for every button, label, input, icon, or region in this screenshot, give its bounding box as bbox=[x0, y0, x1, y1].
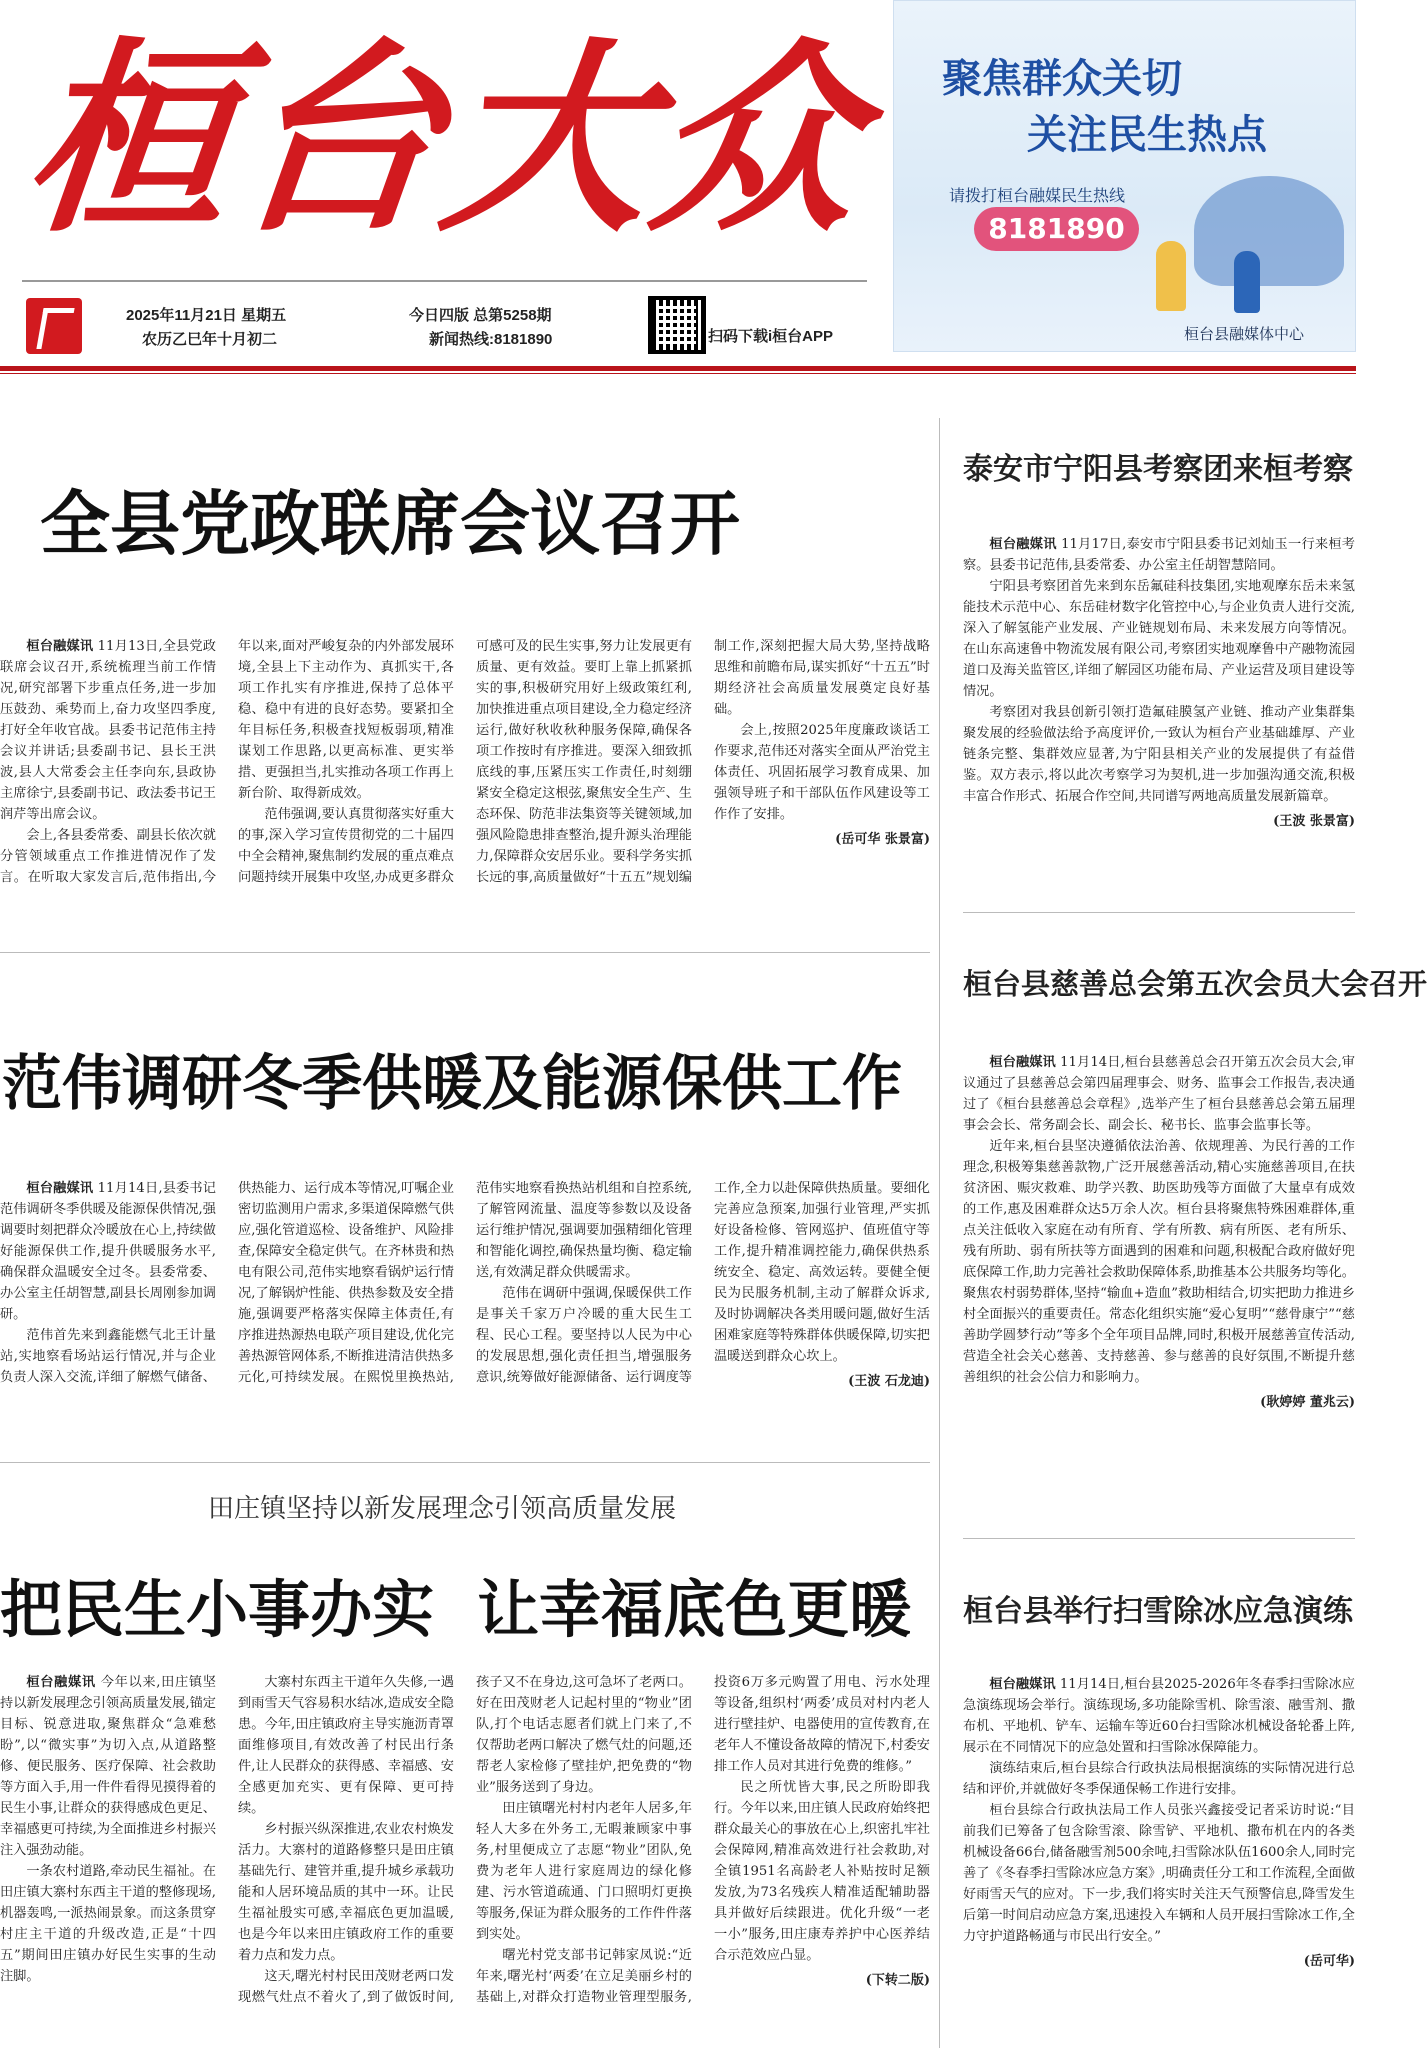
article-lead: 桓台融媒讯 bbox=[989, 1055, 1056, 1070]
banner-footer: 桓台县融媒体中心 bbox=[1184, 326, 1305, 343]
paragraph: 范伟首先来到鑫能燃气北王计量站,实地察看场站运行情况,并与企业负责人深入交流,详细了解燃气储备、供热能力、运行成本等情况,叮嘱企业密切监测用户需求,多渠道保障燃气供应,强化管道巡检、设备维护、风险排查,保障安全稳定供气。在齐林贵和热电有限公司,范伟实地察看锅炉运行情况,了解锅炉性能、供热参数及安全措施,强调要严格落实保障主体责任,有序推进热源热电联产项目建设,优化完善热源管网体系,不断推进清洁供热多元化,可持续发展。在熙悦里换热站,范伟实地察看换热站机组和自控系统,了解管网流量、温度等参数以及设备运行维护情况,强调要加强精细化管理和智能化调控,确保热量均衡、稳定输送,有效满足群众供暖需求。 bbox=[0, 1181, 692, 1385]
banner-line1: 聚焦群众关切 bbox=[942, 56, 1182, 102]
paragraph: 考察团对我县创新引领打造氟硅膜氢产业链、推动产业集群集聚发展的经验做法给予高度评价,一致认为桓台产业基础雄厚、产业链条完整、集群效应显著,为宁阳县相关产业的发展提供了有益借鉴。双方表示,将以此次考察学习为契机,进一步加强沟通交流,积极丰富合作形式、拓展合作空间,共同谱写两地高质量发展新篇章。 bbox=[963, 705, 1355, 804]
article-subhead: 田庄镇坚持以新发展理念引领高质量发展 bbox=[208, 1494, 677, 1524]
article-body bbox=[0, 1178, 930, 1440]
paragraph: 会上,按照2025年度廉政谈话工作要求,范伟还对落实全面从严治党主体责任、巩固拓展学习教育成果、加强领导班子和干部队伍作风建设等工作作了安排。 bbox=[714, 723, 930, 822]
hotline-line: 新闻热线:8181890 bbox=[429, 331, 553, 348]
article-separator bbox=[0, 952, 930, 953]
qr-caption: 扫码下载i桓台APP bbox=[708, 328, 834, 345]
paragraph: 近年来,桓台县坚决遵循依法治善、依规理善、为民行善的工作理念,积极筹集慈善款物,广泛开展慈善活动,精心实施慈善项目,在扶贫济困、赈灾救难、助学兴教、助医助残等方面做了大量卓有成效的工作,惠及困难群众达5万余人次。桓台县将聚焦特殊困难群体,重点关注低收入家庭在动有所育、学有所教、病有所医、老有所乐、残有所助、弱有所扶等方面遇到的困难和问题,积极配合政府做好兜底保障工作,助力完善社会救助保障体系,助推基本公共服务均等化。聚焦农村弱势群体,坚持“输血+造血”救助相结合,切实把助力推进乡村全面振兴的重要责任。常态化组织实施“爱心复明”“慈骨康宁”“慈善助学圆梦行动”等多个全年项目品牌,同时,积极开展慈善宣传活动,营造全社会关心慈善、支持慈善、参与慈善的良好氛围,不断提升慈善组织的社会公信力和影响力。 bbox=[963, 1139, 1355, 1385]
side-article-body bbox=[963, 1674, 1355, 2049]
article-body bbox=[0, 636, 930, 941]
article-byline: (耿婷婷 董兆云) bbox=[1260, 1395, 1355, 1410]
telephone-illustration-icon bbox=[1194, 176, 1344, 286]
masthead-thin-rule bbox=[0, 373, 1356, 374]
masthead-divider bbox=[22, 280, 867, 282]
article-separator bbox=[0, 1462, 930, 1463]
article-lead: 桓台融媒讯 bbox=[989, 537, 1057, 552]
paragraph: 范伟在调研中强调,保暖保供工作是事关千家万户冷暖的重大民生工程、民心工程。要坚持以人民为中心的发展思想,强化责任担当,增强服务意识,统筹做好能源储备、运行调度等工作,全力以赴保障供热质量。要细化完善应急预案,加强行业管理,严实抓好设备检修、管网巡护、值班值守等工作,提升精准调控能力,确保供热系统安全、稳定、高效运转。要健全便民为民服务机制,主动了解群众诉求,及时协调解决各类用暖问题,做好生活困难家庭等特殊群体供暖保障,切实把温暖送到群众心坎上。 bbox=[476, 1181, 930, 1385]
side-article-body bbox=[963, 534, 1355, 894]
masthead-info bbox=[22, 296, 867, 358]
paragraph: 会上,各县委常委、副县长依次就分管领域重点工作推进情况作了发言。在听取大家发言后,范伟指出,今年以来,面对严峻复杂的内外部发展环境,全县上下主动作为、真抓实干,各项工作扎实有序推进,保持了总体平稳、稳中有进的良好态势。要紧扣全年目标任务,积极查找短板弱项,精准谋划工作思路,以更高标准、更实举措、更强担当,扎实推动各项工作再上新台阶、取得新成效。 bbox=[0, 639, 454, 885]
paragraph: 一条农村道路,牵动民生福祉。在田庄镇大寨村东西主干道的整修现场,机器轰鸣,一派热闹景象。而这条贯穿村庄主干道的升级改造,正是“十四五”期间田庄镇办好民生实事的生动注脚。 bbox=[0, 1864, 216, 1984]
person-illustration-icon bbox=[1234, 251, 1260, 313]
paragraph: 今年以来,田庄镇坚持以新发展理念引领高质量发展,锚定目标、锐意进取,聚焦群众“急难愁盼”,以“微实事”为切入点,从道路整修、便民服务、医疗保障、社会救助等方面入手,用一件件看得见摸得着的民生小事,让群众的获得感成色更足、幸福感更可持续,为全面推进乡村振兴注入强劲动能。 bbox=[0, 1675, 216, 1858]
edition-line: 今日四版 总第5258期 bbox=[409, 307, 552, 324]
side-article-headline[interactable]: 桓台县慈善总会第五次会员大会召开 bbox=[963, 967, 1427, 1001]
paragraph: 演练结束后,桓台县综合行政执法局根据演练的实际情况进行总结和评价,并就做好冬季保通保畅工作进行安排。 bbox=[963, 1761, 1355, 1797]
article-byline: (王波 石龙迪) bbox=[848, 1374, 930, 1389]
banner-line2: 关注民生热点 bbox=[1027, 112, 1267, 158]
lunar-date-line: 农历乙巳年十月初二 bbox=[142, 331, 278, 348]
paragraph: 11月14日,县委书记范伟调研冬季供暖及能源保供情况,强调要时刻把群众冷暖放在心上,持续做好能源保供工作,提升供暖服务水平,确保群众温暖安全过冬。县委常委、办公室主任胡智慧,副县长周刚参加调研。 bbox=[0, 1181, 216, 1322]
column-divider bbox=[939, 418, 940, 2048]
paragraph: 乡村振兴纵深推进,农业农村焕发活力。大寨村的道路修整只是田庄镇基础先行、建管并重,提升城乡承载功能和人居环境品质的其中一环。让民生福祉殷实可感,幸福底色更加温暖,也是今年以来田庄镇政府工作的重要着力点和发力点。 bbox=[238, 1822, 454, 1963]
article-byline: (下转二版) bbox=[865, 1973, 930, 1988]
side-article-body bbox=[963, 1052, 1355, 1522]
article-lead: 桓台融媒讯 bbox=[26, 639, 94, 654]
date-line: 2025年11月21日 星期五 bbox=[126, 307, 287, 324]
article-lead: 桓台融媒讯 bbox=[26, 1675, 96, 1690]
article-separator bbox=[963, 912, 1355, 913]
newspaper-logo bbox=[14, 5, 876, 275]
side-article-headline[interactable]: 泰安市宁阳县考察团来桓考察 bbox=[963, 452, 1353, 487]
paragraph: 民之所忧皆大事,民之所盼即我行。今年以来,田庄镇人民政府始终把群众最关心的事放在心上,织密扎牢社会保障网,精准高效进行社会救助,对全镇1951名高龄老人补贴按时足额发放,为73名残疾人精准适配辅助器具并做好后续跟进。优化升级“一老一小”服务,田庄康寿养护中心医养结合示范效应凸显。 bbox=[714, 1780, 930, 1963]
article-separator bbox=[963, 1538, 1355, 1539]
article-byline: (岳可华) bbox=[1303, 1954, 1355, 1969]
qr-code-icon[interactable] bbox=[648, 296, 706, 354]
article-byline: (岳可华 张景富) bbox=[835, 832, 930, 847]
paragraph: 宁阳县考察团首先来到东岳氟硅科技集团,实地观摩东岳未来氢能技术示范中心、东岳硅材数字化管控中心,与企业负责人进行交流,深入了解氢能产业发展、产业链规划布局、未来发展方向等情况。在山东高速鲁中物流发展有限公司,考察团实地观摩鲁中产融物流园道口及海关监管区,详细了解园区功能布局、产业运营及项目建设等情况。 bbox=[963, 579, 1355, 699]
paragraph: 桓台县综合行政执法局工作人员张兴鑫接受记者采访时说:“目前我们已筹备了包含除雪滚、除雪铲、平地机、撒布机在内的各类机械设备66台,储备融雪剂500余吨,扫雪除冰队伍1600余人,同时完善了《冬春季扫雪除冰应急方案》,明确责任分工和工作流程,全面做好雨雪天气的应对。下一步,我们将实时关注天气预警信息,降雪发生后第一时间启动应急方案,迅速投入车辆和人员开展扫雪除冰工作,全力守护道路畅通与市民出行安全。” bbox=[963, 1803, 1355, 1944]
paragraph: 11月13日,全县党政联席会议召开,系统梳理当前工作情况,研究部署下步重点任务,进一步加压鼓劲、乘势而上,奋力攻坚四季度,打好全年收官战。县委书记范伟主持会议并讲话;县委副书记、县长王洪波,县人大常委会主任李向东,县政协主席徐宁,县委副书记、政法委书记王润芹等出席会议。 bbox=[0, 639, 216, 822]
article-headline[interactable]: 范伟调研冬季供暖及能源保供工作 bbox=[2, 1049, 902, 1119]
paragraph: 田庄镇曙光村村内老年人居多,年轻人大多在外务工,无暇兼顾家中事务,村里便成立了志愿“物业”团队,免费为老年人进行家庭周边的绿化修建、污水管道疏通、门口照明灯更换等服务,保证为群众服务的工作件件落到实处。 bbox=[476, 1801, 692, 1942]
banner-phone-number: 8181890 bbox=[974, 207, 1139, 251]
paragraph: 范伟强调,要认真贯彻落实好重大的事,深入学习宣传贯彻党的二十届四中全会精神,聚焦制约发展的重点难点问题持续开展集中攻坚,办成更多群众可感可及的民生实事,努力让发展更有质量、更有效益。要盯上靠上抓紧抓实的事,积极研究用好上级政策红利,加快推进重点项目建设,全力稳定经济运行,做好秋收秋种服务保障,确保各项工作按时有序推进。要深入细致抓底线的事,压紧压实工作责任,时刻绷紧安全稳定这根弦,聚焦安全生产、生态环保、防范非法集资等关键领域,加强风险隐患排查整治,提升源头治理能力,保障群众安居乐业。要科学务实抓长远的事,高质量做好“十五五”规划编制工作,深刻把握大局大势,坚持战略思维和前瞻布局,谋实抓好“十五五”时期经济社会高质量发展奠定良好基础。 bbox=[238, 639, 930, 885]
masthead-red-rule bbox=[0, 366, 1356, 371]
paragraph: 11月14日,桓台县慈善总会召开第五次会员大会,审议通过了县慈善总会第四届理事会、财务、监事会工作报告,表决通过了《桓台县慈善总会章程》,选举产生了桓台县慈善总会第五届理事会会长、常务副会长、副会长、秘书长、监事会监事长等。 bbox=[963, 1055, 1355, 1133]
article-byline: (王波 张景富) bbox=[1273, 814, 1355, 829]
article-lead: 桓台融媒讯 bbox=[989, 1677, 1056, 1692]
paragraph: 11月14日,桓台县2025-2026年冬春季扫雪除冰应急演练现场会举行。演练现场,多功能除雪机、除雪滚、融雪剂、撒布机、平地机、铲车、运输车等近60台扫雪除冰机械设备轮番上阵,展示在不同情况下的应急处置和扫雪除冰保障能力。 bbox=[963, 1677, 1355, 1755]
paragraph: 这天,曙光村村民田茂财老两口发现燃气灶点不着火了,到了做饭时间,孩子又不在身边,这可急坏了老两口。好在田茂财老人记起村里的“物业”团队,打个电话志愿者们就上门来了,不仅帮助老两口解决了燃气灶的问题,还帮老人家检修了壁挂炉,把免费的“物业”服务送到了身边。 bbox=[238, 1675, 692, 2005]
article-headline[interactable]: 把民生小事办实 让幸福底色更暖 bbox=[0, 1573, 912, 1646]
paragraph: 大寨村东西主干道年久失修,一遇到雨雪天气容易积水结冰,造成安全隐患。今年,田庄镇政府主导实施沥青罩面维修项目,有效改善了村民出行条件,让人民群众的获得感、幸福感、安全感更加充实、更有保障、更可持续。 bbox=[238, 1675, 454, 1816]
logo-text: 桓台大众 bbox=[14, 20, 876, 260]
small-logo-icon bbox=[26, 298, 82, 354]
article-headline[interactable]: 全县党政联席会议召开 bbox=[40, 482, 740, 565]
banner-subtitle: 请拨打桓台融媒民生热线 bbox=[949, 188, 1126, 205]
hotline-banner[interactable] bbox=[893, 0, 1356, 352]
article-lead: 桓台融媒讯 bbox=[26, 1181, 94, 1196]
article-body bbox=[0, 1672, 930, 2049]
person-illustration-icon bbox=[1156, 241, 1186, 311]
paragraph: 11月17日,泰安市宁阳县委书记刘灿玉一行来桓考察。县委书记范伟,县委常委、办公室主任胡智慧陪同。 bbox=[963, 537, 1355, 573]
masthead bbox=[0, 0, 1356, 380]
side-article-headline[interactable]: 桓台县举行扫雪除冰应急演练 bbox=[963, 1594, 1353, 1629]
paragraph: 曙光村党支部书记韩家凤说:“近年来,曙光村‘两委’在立足美丽乡村的基础上,对群众打造物业管理型服务,投资6万多元购置了用电、污水处理等设备,组织村‘两委’成员对村内老人进行壁挂炉、电器使用的宣传教育,在老年人不懂设备故障的情况下,村委安排工作人员对其进行免费的维修。” bbox=[476, 1675, 930, 2005]
